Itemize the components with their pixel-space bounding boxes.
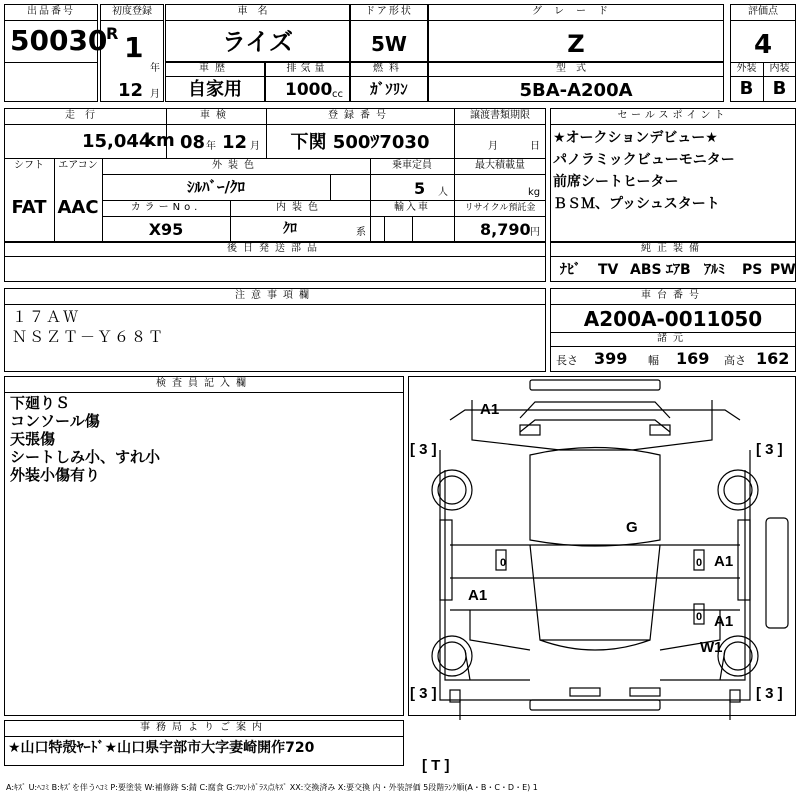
equip-item: ｱﾙﾐ	[704, 262, 725, 278]
car-history: 自家用	[188, 79, 242, 100]
mileage: 15,044	[82, 131, 152, 152]
fuel: ｶﾞｿﾘﾝ	[370, 80, 408, 98]
lot-number: 50030	[10, 24, 108, 57]
first-reg-year: 1	[124, 31, 144, 64]
displacement: 1000	[285, 80, 333, 100]
office-text: ★山口特殻ﾔｰﾄﾞ★山口県宇部市大字妻崎開作720	[8, 740, 315, 756]
equip-item: ABS	[630, 262, 662, 278]
tire-tread: [ 3 ]	[756, 685, 783, 702]
interior-grade: B	[772, 78, 787, 99]
tire-tread: [ 3 ]	[410, 685, 437, 702]
shift: FAT	[11, 197, 47, 218]
exterior-grade: B	[739, 78, 754, 99]
inspector-line: 天張傷	[10, 430, 56, 448]
damage-mark: 0	[696, 557, 703, 569]
inspection-month: 12	[222, 132, 248, 153]
tire-tread: [ 3 ]	[410, 441, 437, 458]
exterior-color: ｼﾙﾊﾞｰ/ｸﾛ	[187, 178, 245, 196]
height: 162	[756, 349, 790, 368]
legend: A:ｷｽﾞ U:ﾍｺﾐ B:ｷｽﾞを伴うﾍｺﾐ P:要塗装 W:補修跡 S:錆 C:腐食 G:ﾌﾛﾝﾄｶﾞﾗｽ点ｷｽﾞ XX:交換済み X:要交換 内・外装評価 5段階ﾗﾝｸ順(A・B・C・D・E) 1	[6, 783, 538, 792]
car-name: ライズ	[221, 28, 294, 56]
length: 399	[594, 349, 628, 368]
note-line: ＮＳＺＴ－Ｙ６８Ｔ	[12, 328, 166, 346]
interior-color: ｸﾛ	[283, 221, 297, 237]
damage-mark: W1	[700, 639, 723, 656]
inspector-line: 下廻りＳ	[10, 394, 71, 412]
equip-item: PS	[742, 262, 763, 278]
sales-point: パノラミックビューモニター	[553, 152, 735, 168]
inspector-line: 外装小傷有り	[10, 466, 101, 484]
damage-mark: 0	[696, 611, 703, 623]
width: 169	[676, 349, 710, 368]
inspection-year: 08	[180, 132, 206, 153]
color-number: X95	[148, 220, 184, 239]
equip-item: PW	[770, 262, 796, 278]
damage-mark: 0	[500, 557, 507, 569]
grade: Z	[567, 30, 585, 58]
door-type: 5W	[371, 32, 407, 56]
damage-mark: A1	[480, 401, 500, 418]
equip-item: TV	[598, 262, 619, 278]
equip-item: ﾅﾋﾞ	[560, 262, 581, 278]
first-reg-label: 初度登録	[112, 6, 152, 17]
aircon: AAC	[57, 197, 99, 218]
score: 4	[753, 30, 773, 60]
sales-point: ＢＳＭ、プッシュスタート	[553, 196, 720, 212]
first-reg-month: 12	[118, 80, 144, 101]
inspector-line: シートしみ小、すれ小	[10, 448, 161, 466]
damage-mark: G	[626, 519, 638, 536]
registration-number: 下関 500ﾂ7030	[290, 132, 430, 153]
chassis-number: A200A-0011050	[583, 307, 763, 331]
damage-mark: A1	[714, 553, 734, 570]
damage-mark: A1	[468, 587, 488, 604]
equip-item: ｴｱB	[666, 262, 691, 278]
model: 5BA-A200A	[519, 80, 633, 101]
capacity: 5	[414, 179, 426, 198]
damage-mark: A1	[714, 613, 734, 630]
lot-label: 出品番号	[27, 6, 75, 17]
tire-tread: [ 3 ]	[756, 441, 783, 458]
tire-tread: [ T ]	[422, 757, 450, 774]
note-line: １７ＡＷ	[12, 308, 81, 326]
inspector-line: コンソール傷	[10, 412, 100, 430]
recycle-fee: 8,790	[480, 220, 531, 239]
sales-point: 前席シートヒーター	[553, 174, 679, 190]
era: R	[106, 24, 119, 43]
sales-point: ★オークションデビュー★	[553, 130, 718, 146]
